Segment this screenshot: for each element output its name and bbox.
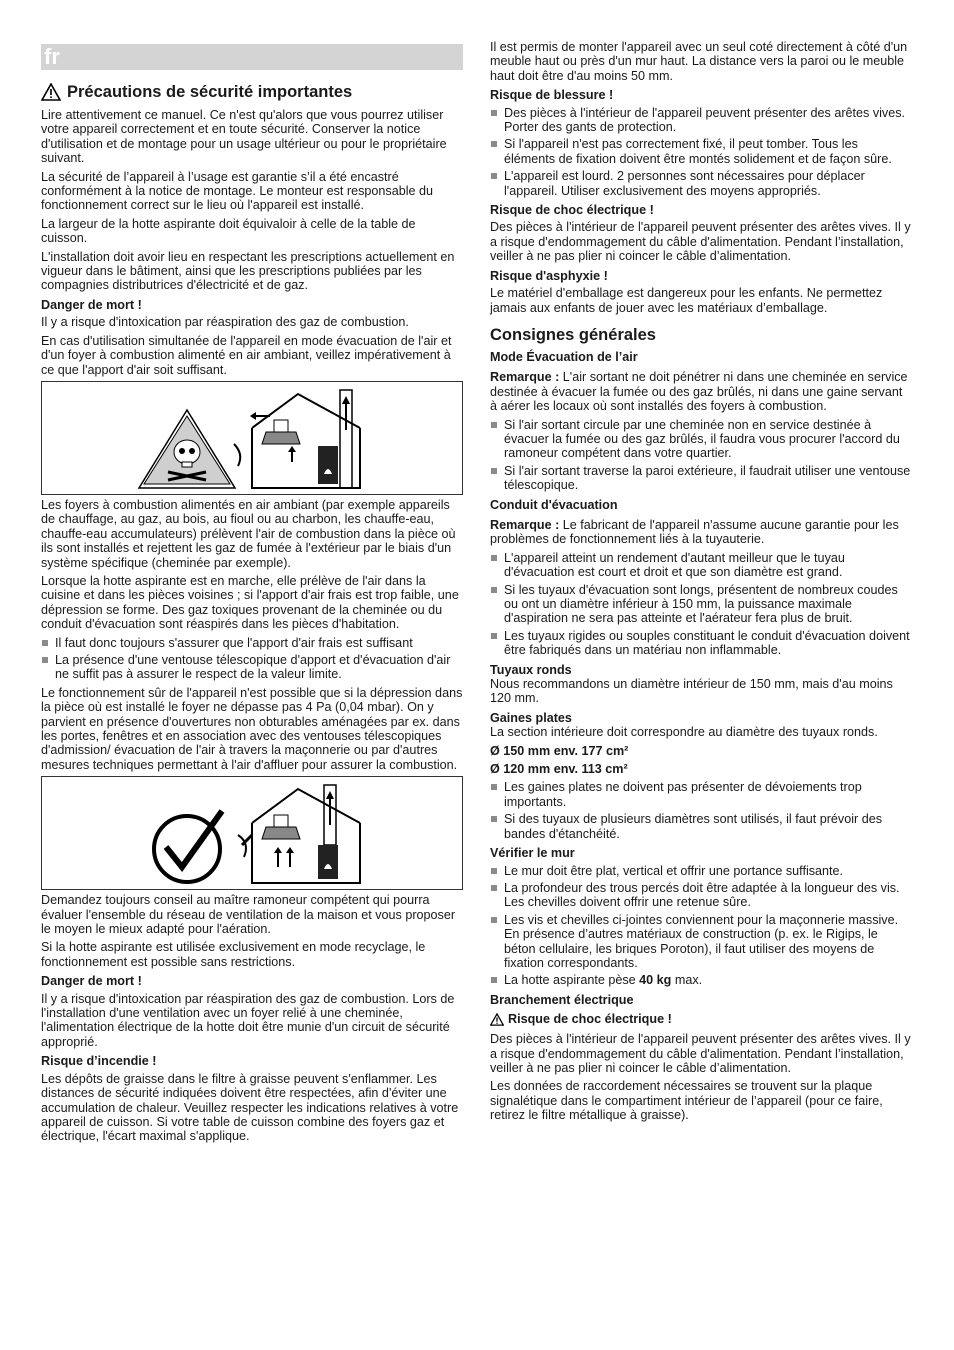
paragraph: Le matériel d'emballage est dangereux pour les enfants. Ne permettez jamais aux enfants de jouer avec les matériaux d’emballage. — [490, 286, 883, 315]
subheading-exhaust-mode: Mode Évacuation de l’air — [490, 349, 638, 364]
paragraph: Nous recommandons un diamètre intérieur de 150 mm, mais d'au moins 120 mm. — [490, 677, 893, 706]
paragraph: En cas d'utilisation simultanée de l'appareil en mode évacuation de l'air et d'un foyer à combustion alimenté en air ambiant, veillez impérativement à ce que l'apport d'air soit suffisant. — [41, 333, 452, 377]
list-item — [490, 973, 912, 987]
section-title-safety — [41, 82, 463, 102]
paragraph: Il est permis de monter l'appareil avec un seul coté directement à côté d'un meuble haut ou près d'un mur haut. La distance vers la paroi ou le meuble haut doit être d'au moins 50 mm. — [490, 40, 908, 83]
left-column — [41, 40, 463, 1148]
remark-paragraph — [490, 370, 912, 413]
paragraph: Lorsque la hotte aspirante est en marche, elle prélève de l'air dans la cuisine et dans les pièces voisines ; si l'apport d'air frais est trop faible, une dépression se forme. Des gaz toxiques provenant de la cheminée ou du conduit d'évacuation sont réaspirés dans les pièces d'habitation. — [41, 573, 459, 632]
paragraph: Les données de raccordement nécessaires se trouvent sur la plaque signalétique dans le compartiment intérieur de l’appareil (pour ce faire, retirez le filtre métallique à graisse). — [490, 1079, 883, 1123]
paragraph: Des pièces à l'intérieur de l'appareil peuvent présenter des arêtes vives. Il y a risque d'endommagement du câble d'alimentation. Pendant l’installation, veiller à ne pas plier ni coincer le câble d’alimentation. — [490, 220, 911, 264]
list-item: Si les tuyaux d'évacuation sont longs, présentent de nombreux coudes ou ont un diamètre inférieur à 150 mm, la puissance maximale d'aspiration ne sera pas atteinte et l'aérateur fera plus de bruit. — [490, 583, 912, 626]
figure-poisoning-hazard — [41, 381, 463, 495]
subheading-duct: Conduit d'évacuation — [490, 497, 618, 512]
bullet-list — [490, 864, 912, 988]
paragraph: Si la hotte aspirante est utilisée exclusivement en mode recyclage, le fonctionnement est possible sans restrictions. — [41, 940, 426, 969]
list-item: Les vis et chevilles ci-jointes conviennent pour la maçonnerie massive. En présence d’autres matériaux de construction (p. ex. le Rigips, le béton cellulaire, les briques Poroton), il faut utiliser des moyens de fixation correspondants. — [490, 913, 912, 971]
bullet-list — [490, 106, 912, 198]
weight-suffix: max. — [674, 973, 703, 988]
list-item: Des pièces à l'intérieur de l'appareil peuvent présenter des arêtes vives. Porter des gants de protection. — [490, 106, 912, 135]
right-column — [490, 40, 912, 1127]
paragraph: La sécurité de l’appareil à l’usage est garantie s’il a été encastré conformément à la notice de montage. Le monteur est responsable du fonctionnement correct sur le lieu où l'appareil est installé. — [41, 169, 434, 213]
spec-value: Ø 150 mm env. 177 cm² — [490, 743, 629, 758]
remark-label: Remarque : — [490, 370, 560, 385]
list-item: L'appareil est lourd. 2 personnes sont nécessaires pour déplacer l'appareil. Utiliser exclusivement des moyens appropriés. — [490, 169, 912, 198]
list-item: Les gaines plates ne doivent pas présenter de dévoiements trop importants. — [490, 780, 912, 809]
paragraph: L'installation doit avoir lieu en respectant les prescriptions actuellement en vigueur dans le bâtiment, ainsi que les prescriptions publiées par les compagnies distributrices d'électricité et de gaz. — [41, 249, 455, 293]
spec-value: Ø 120 mm env. 113 cm² — [490, 762, 628, 777]
shock-risk-heading: Risque de choc électrique ! — [490, 203, 654, 218]
list-item: Les tuyaux rigides ou souples constituant le conduit d'évacuation doivent être fabriqués dans un matériau non inflammable. — [490, 629, 912, 658]
warning-triangle-icon — [41, 83, 61, 101]
paragraph: La largeur de la hotte aspirante doit équivaloir à celle de la table de cuisson. — [41, 216, 416, 246]
paragraph: Les dépôts de graisse dans le filtre à graisse peuvent s'enflammer. Les distances de sécurité indiquées doivent être respectées, afin d'éviter une accumulation de chaleur. Veuillez respecter les indications relatives à votre appareil de cuisson. Si votre table de cuisson combine des foyers gaz et électrique, l'écart maximal s'applique. — [41, 1071, 459, 1144]
remark-paragraph — [490, 518, 912, 547]
injury-risk-heading: Risque de blessure ! — [490, 88, 614, 103]
house-diagram — [238, 785, 360, 883]
paragraph: Des pièces à l'intérieur de l'appareil peuvent présenter des arêtes vives. Il y a risque d'endommagement du câble d'alimentation. Pendant l’installation, veiller à ne pas plier ni coincer le câble d’alimentation. — [490, 1032, 911, 1076]
fire-risk-heading: Risque d’incendie ! — [41, 1054, 157, 1069]
electrical-warning — [490, 1012, 912, 1029]
bullet-list — [41, 636, 463, 682]
subheading-round-pipes: Tuyaux ronds — [490, 662, 572, 677]
list-item: La présence d'une ventouse télescopique d'apport et d'évacuation d'air ne suffit pas à assurer le respect de la valeur limite. — [41, 653, 463, 682]
language-tab: fr — [41, 44, 463, 70]
bullet-list — [490, 551, 912, 658]
asphyxia-risk-heading: Risque d'asphyxie ! — [490, 268, 608, 283]
bullet-list — [490, 780, 912, 841]
paragraph: Le fonctionnement sûr de l'appareil n'est possible que si la dépression dans la pièce où est installé le foyer ne dépasse pas 4 Pa (0,04 mbar). On y parvient en présence d'ouvertures non obturables aménagées par ex. dans les portes, fenêtres et en association avec des ventouses télescopiques d'admission/ évacuation de l'air à travers la maçonnerie ou par d'autres mesures techniques permettant à l'air d'affluer pour assurer la combustion. — [41, 685, 463, 772]
spec-line — [490, 762, 912, 776]
list-item: Si des tuyaux de plusieurs diamètres sont utilisés, il faut prévoir des bandes d'étanchéité. — [490, 812, 912, 841]
list-item: Le mur doit être plat, vertical et offrir une portance suffisante. — [490, 864, 912, 878]
subheading-check-wall: Vérifier le mur — [490, 846, 575, 861]
list-item: Si l'air sortant traverse la paroi extérieure, il faudrait utiliser une ventouse télescopique. — [490, 464, 912, 493]
figure-safe-ventilation — [41, 776, 463, 890]
spec-line — [490, 744, 912, 758]
danger-heading: Danger de mort ! — [41, 297, 142, 312]
list-item: L'appareil atteint un rendement d'autant meilleur que le tuyau d'évacuation est court et droit et que son diamètre est grand. — [490, 551, 912, 580]
paragraph: Demandez toujours conseil au maître ramoneur compétent qui pourra évaluer l'ensemble du réseau de ventilation de la maison et vous proposer le moyen le mieux adapté pour l'aération. — [41, 893, 456, 937]
list-item: La profondeur des trous percés doit être adaptée à la longueur des vis. Les chevilles doivent offrir une retenue sûre. — [490, 881, 912, 910]
paragraph: La section intérieure doit correspondre au diamètre des tuyaux ronds. — [490, 725, 878, 740]
list-item: Si l'appareil n'est pas correctement fixé, il peut tomber. Tous les éléments de fixation doivent être montés solidement et de façon sûre. — [490, 137, 912, 166]
paragraph: Il y a risque d'intoxication par réaspiration des gaz de combustion. — [41, 315, 409, 330]
remark-text: L'air sortant ne doit pénétrer ni dans une cheminée en service destinée à évacuer la fumée ou des gaz brûlés, ni dans une gaine servant à aérer les locaux où sont installés des foyers à combustion. — [490, 370, 908, 414]
electrical-warning-text: Risque de choc électrique ! — [508, 1012, 672, 1027]
paragraph: Les foyers à combustion alimentés en air ambiant (par exemple appareils de chauffage, au gaz, au bois, au fioul ou au charbon, les chauffe-eau, chauffe-eau accumulateurs) prélèvent l'air de combustion dans la pièce où ils sont installés et rejettent les gaz de fumée à l'extérieur par le biais d'un système spécifique (cheminée par exemple). — [41, 497, 456, 570]
paragraph: Il y a risque d'intoxication par réaspiration des gaz de combustion. Lors de l'installation d'une ventilation avec un foyer relié à une cheminée, l'alimentation électrique de la hotte doit être munie d'un circuit de sécurité approprié. — [41, 991, 455, 1049]
list-item: Il faut donc toujours s'assurer que l'apport d'air frais est suffisant — [41, 636, 463, 650]
weight-prefix: La hotte aspirante pèse — [504, 973, 636, 988]
danger-heading: Danger de mort ! — [41, 974, 142, 989]
bullet-list — [490, 418, 912, 493]
section-title-general: Consignes générales — [490, 325, 656, 344]
section-title-text: Précautions de sécurité importantes — [67, 83, 353, 101]
subheading-electrical: Branchement électrique — [490, 992, 634, 1007]
house-diagram — [234, 390, 360, 488]
remark-text: Le fabricant de l'appareil n'assume aucune garantie pour les problèmes de fonctionnement liés à la tuyauterie. — [490, 517, 899, 547]
weight-value: 40 kg — [639, 973, 672, 988]
list-item: Si l'air sortant circule par une cheminée non en service destinée à évacuer la fumée ou des gaz brûlés, il faudra vous procurer l'accord du ramoneur compétent dans votre quartier. — [490, 418, 912, 461]
warning-triangle-icon — [490, 1013, 504, 1026]
paragraph: Lire attentivement ce manuel. Ce n'est qu'alors que vous pourrez utiliser votre appareil correctement et en toute sécurité. Conserver la notice d'utilisation et de montage pour un usage ultérieur ou pour le propriétaire suivant. — [41, 108, 447, 166]
remark-label: Remarque : — [490, 517, 560, 532]
checkmark-icon — [154, 811, 222, 882]
subheading-flat-ducts: Gaines plates — [490, 710, 572, 725]
skull-warning-icon — [139, 410, 235, 488]
